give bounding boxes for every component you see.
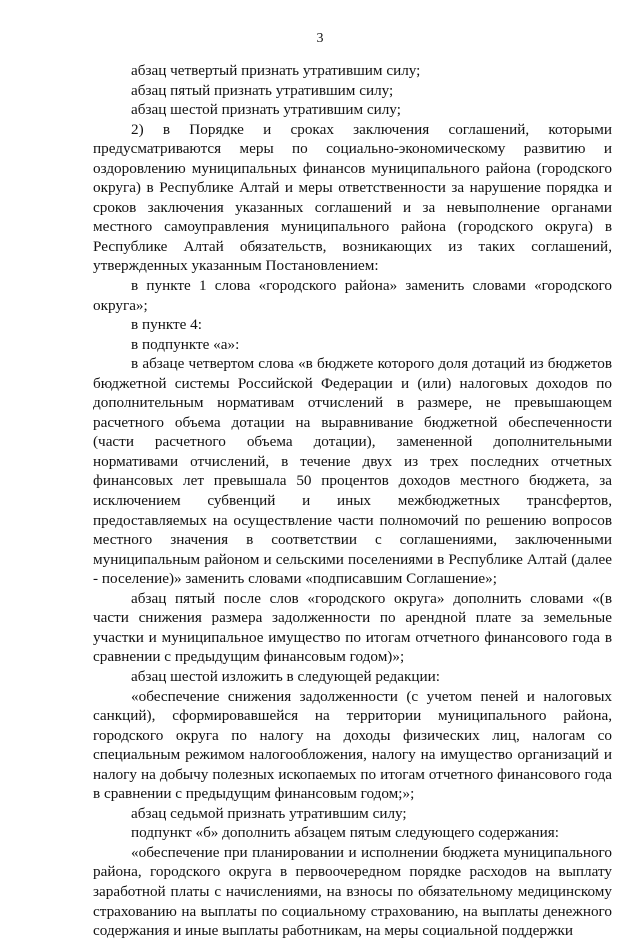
paragraph-12: абзац седьмой признать утратившим силу;	[131, 804, 407, 822]
page-number: 3	[316, 31, 324, 46]
paragraph-2: абзац пятый признать утратившим силу;	[131, 81, 394, 99]
paragraph-7: в подпункте «а»:	[131, 335, 240, 353]
paragraph-1: абзац четвертый признать утратившим силу;	[131, 62, 421, 79]
paragraph-6: в пункте 4:	[131, 316, 202, 334]
paragraph-5: в пункте 1 слова «городского района» заменить словами «городского округа»;	[93, 277, 612, 314]
paragraph-9: абзац пятый после слов «городского округа» дополнить словами «(в части снижения размера задолженности по арендной плате за земельные участки и муниципальное имущество по итогам отчетного финансового года в сравнении с предыдущим финансовым годом)»;	[93, 589, 612, 666]
document-body	[93, 61, 612, 941]
paragraph-10: абзац шестой изложить в следующей редакции:	[131, 667, 440, 685]
paragraph-3: абзац шестой признать утратившим силу;	[131, 101, 401, 119]
paragraph-4: 2) в Порядке и сроках заключения соглашений, которыми предусматриваются меры по социально-экономическому развитию и оздоровлению муниципальных финансов муниципального района (городского округа) в Республике Алтай и меры ответственности за нарушение порядка и сроков заключения указанных соглашений и за невыполнение органами местного самоуправления муниципального района (городского округа) в Республике Алтай обязательств, возникающих из таких соглашений, утвержденных указанным Постановлением:	[93, 120, 612, 275]
paragraph-11: «обеспечение снижения задолженности (с учетом пеней и налоговых санкций), сформировавшейся на территории муниципального района, городского округа по налогу на доходы физических лиц, налогам со специальным режимом налогообложения, налогу на имущество организаций и налогу на добычу полезных ископаемых по итогам отчетного финансового года в сравнении с предыдущим финансовым годом;»;	[93, 687, 612, 803]
paragraph-8: в абзаце четвертом слова «в бюджете которого доля дотаций из бюджетов бюджетной системы Российской Федерации и (или) налоговых доходов по дополнительным нормативам отчислений в размере, не превышающем расчетного объема дотации на выравнивание бюджетной обеспеченности (части расчетного объема дотации), замененной дополнительными нормативами отчислений, в течение двух из трех последних отчетных финансовых лет превышала 50 процентов доходов местного бюджета, за исключением субвенций и иных межбюджетных трансфертов, предоставляемых на осуществление части полномочий по решению вопросов местного значения в соответствии с соглашениями, заключенными муниципальным районом и сельскими поселениями в Республике Алтай (далее - поселение)» заменить словами «подписавшим Соглашение»;	[93, 355, 612, 588]
paragraph-13: подпункт «б» дополнить абзацем пятым следующего содержания:	[131, 824, 559, 842]
paragraph-14: «обеспечение при планировании и исполнении бюджета муниципального района, городского округа в первоочередном порядке расходов на выплату заработной платы с начислениями, на взносы по обязательному медицинскому страхованию на выплаты по социальному страхованию, на выплаты денежного содержания и иные выплаты работникам, на меры социальной поддержки	[93, 843, 612, 940]
